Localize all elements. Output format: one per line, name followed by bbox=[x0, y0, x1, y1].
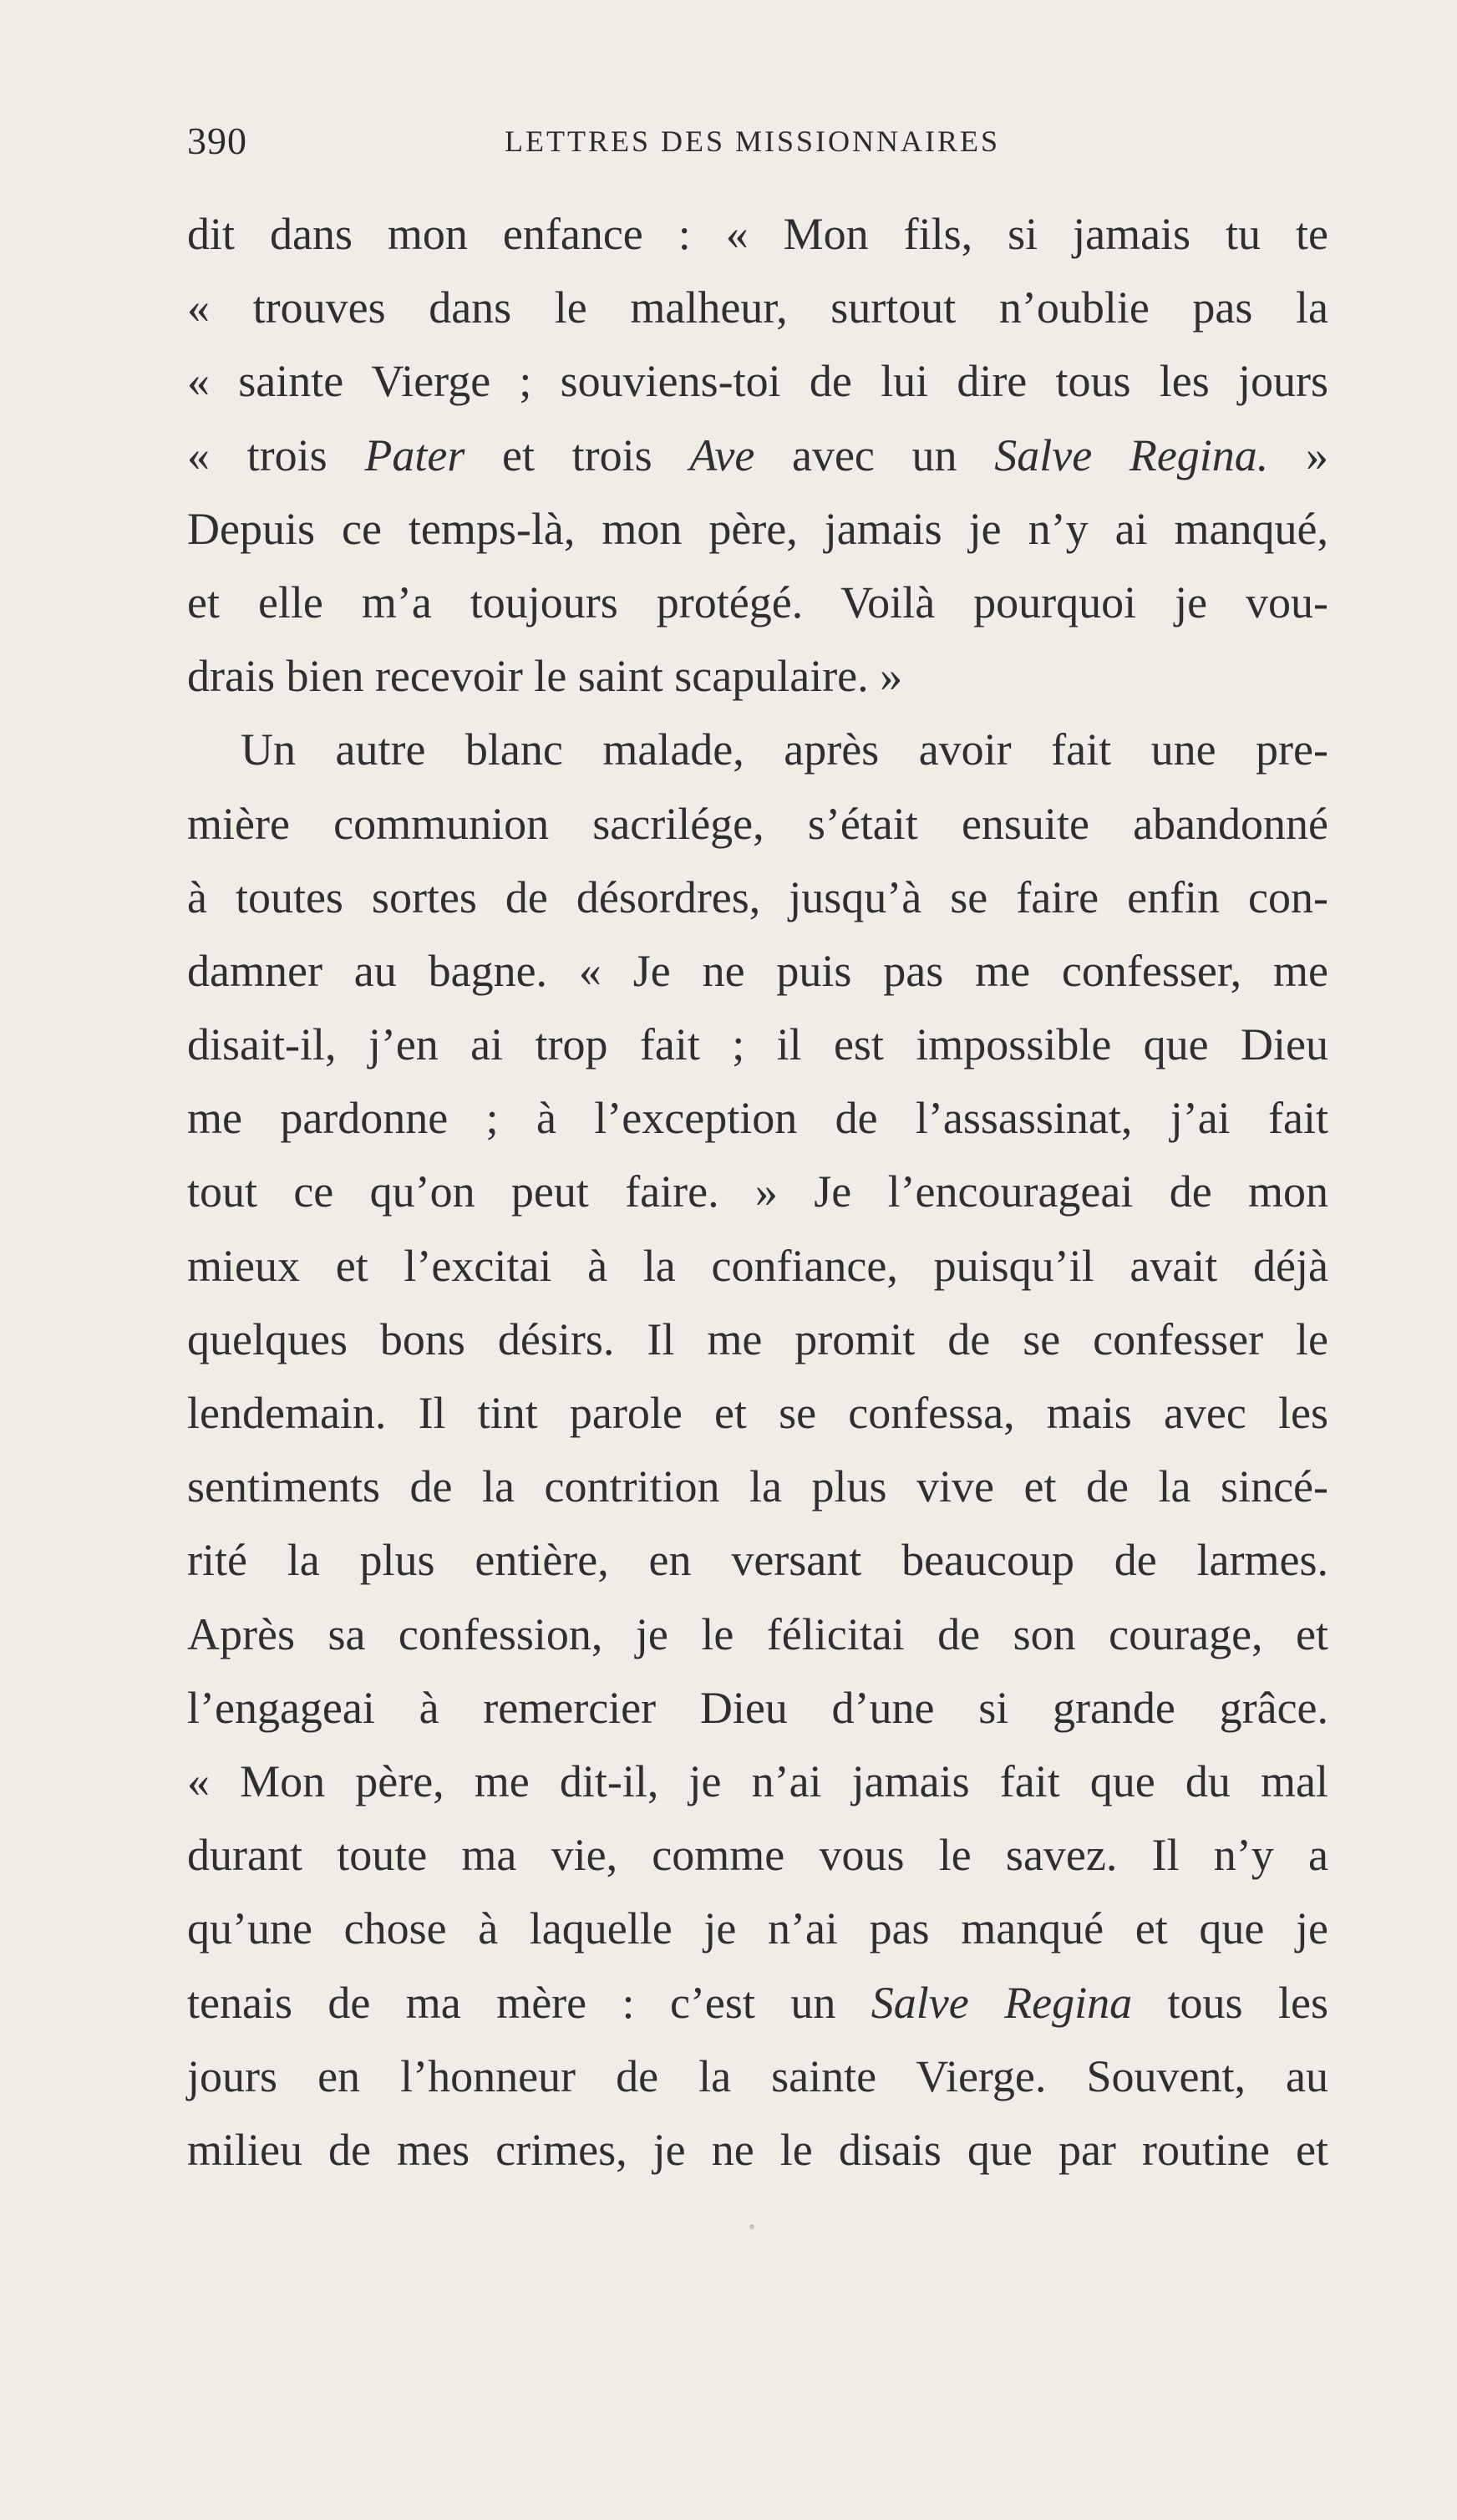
text-line: « trois Pater et trois Ave avec un Salve Regina. » bbox=[187, 429, 1328, 480]
text-line: disait-il, j’en ai trop fait ; il est impossible que Dieu bbox=[187, 1019, 1328, 1070]
page-number: 390 bbox=[187, 119, 247, 162]
text-line: quelques bons désirs. Il me promit de se confesser le bbox=[187, 1313, 1328, 1364]
text-line: et elle m’a toujours protégé. Voilà pourquoi je vou- bbox=[187, 577, 1328, 627]
text-line: dit dans mon enfance : « Mon fils, si jamais tu te bbox=[187, 209, 1328, 259]
running-title: LETTRES DES MISSIONNAIRES bbox=[505, 124, 1001, 158]
text-line: me pardonne ; à l’exception de l’assassinat, j’ai fait bbox=[187, 1093, 1328, 1144]
text-line: mieux et l’excitai à la confiance, puisqu’il avait déjà bbox=[187, 1240, 1328, 1291]
paper-speck bbox=[749, 2224, 754, 2229]
text-line: l’engageai à remercier Dieu d’une si grande grâce. bbox=[187, 1682, 1328, 1733]
text-line: mière communion sacrilége, s’était ensuite abandonné bbox=[187, 798, 1328, 849]
paragraph-start-line: Un autre blanc malade, après avoir fait une pre- bbox=[241, 724, 1328, 775]
running-head bbox=[187, 119, 1328, 172]
body-text bbox=[187, 197, 1328, 2187]
text-line: rité la plus entière, en versant beaucoup de larmes. bbox=[187, 1535, 1328, 1586]
italic-term: Salve Regina. bbox=[994, 429, 1269, 480]
text-line: jours en l’honneur de la sainte Vierge. Souvent, au bbox=[187, 2050, 1328, 2101]
text-line: « Mon père, me dit-il, je n’ai jamais fait que du mal bbox=[187, 1755, 1328, 1806]
text-line: milieu de mes crimes, je ne le disais que par routine et bbox=[187, 2124, 1328, 2175]
text-line: durant toute ma vie, comme vous le savez. Il n’y a bbox=[187, 1830, 1328, 1881]
italic-term: Salve Regina bbox=[871, 1977, 1133, 2028]
text-line: damner au bagne. « Je ne puis pas me confesser, me bbox=[187, 945, 1328, 996]
italic-term: Ave bbox=[689, 429, 755, 480]
text-line: sentiments de la contrition la plus vive et de la sincé- bbox=[187, 1461, 1328, 1512]
italic-term: Pater bbox=[364, 429, 465, 480]
text-line: drais bien recevoir le saint scapulaire. » bbox=[187, 651, 903, 702]
text-line: tenais de ma mère : c’est un Salve Regina tous les bbox=[187, 1977, 1328, 2028]
text-line: lendemain. Il tint parole et se confessa, mais avec les bbox=[187, 1388, 1328, 1438]
text-line: tout ce qu’on peut faire. » Je l’encourageai de mon bbox=[187, 1166, 1328, 1217]
text-line: « trouves dans le malheur, surtout n’oublie pas la bbox=[187, 282, 1328, 333]
text-line: à toutes sortes de désordres, jusqu’à se faire enfin con- bbox=[187, 871, 1328, 922]
text-line: Depuis ce temps-là, mon père, jamais je n’y ai manqué, bbox=[187, 503, 1328, 554]
text-line: qu’une chose à laquelle je n’ai pas manqué et que je bbox=[187, 1903, 1328, 1954]
text-line: « sainte Vierge ; souviens-toi de lui dire tous les jours bbox=[187, 356, 1328, 407]
text-line: Après sa confession, je le félicitai de son courage, et bbox=[187, 1608, 1328, 1659]
